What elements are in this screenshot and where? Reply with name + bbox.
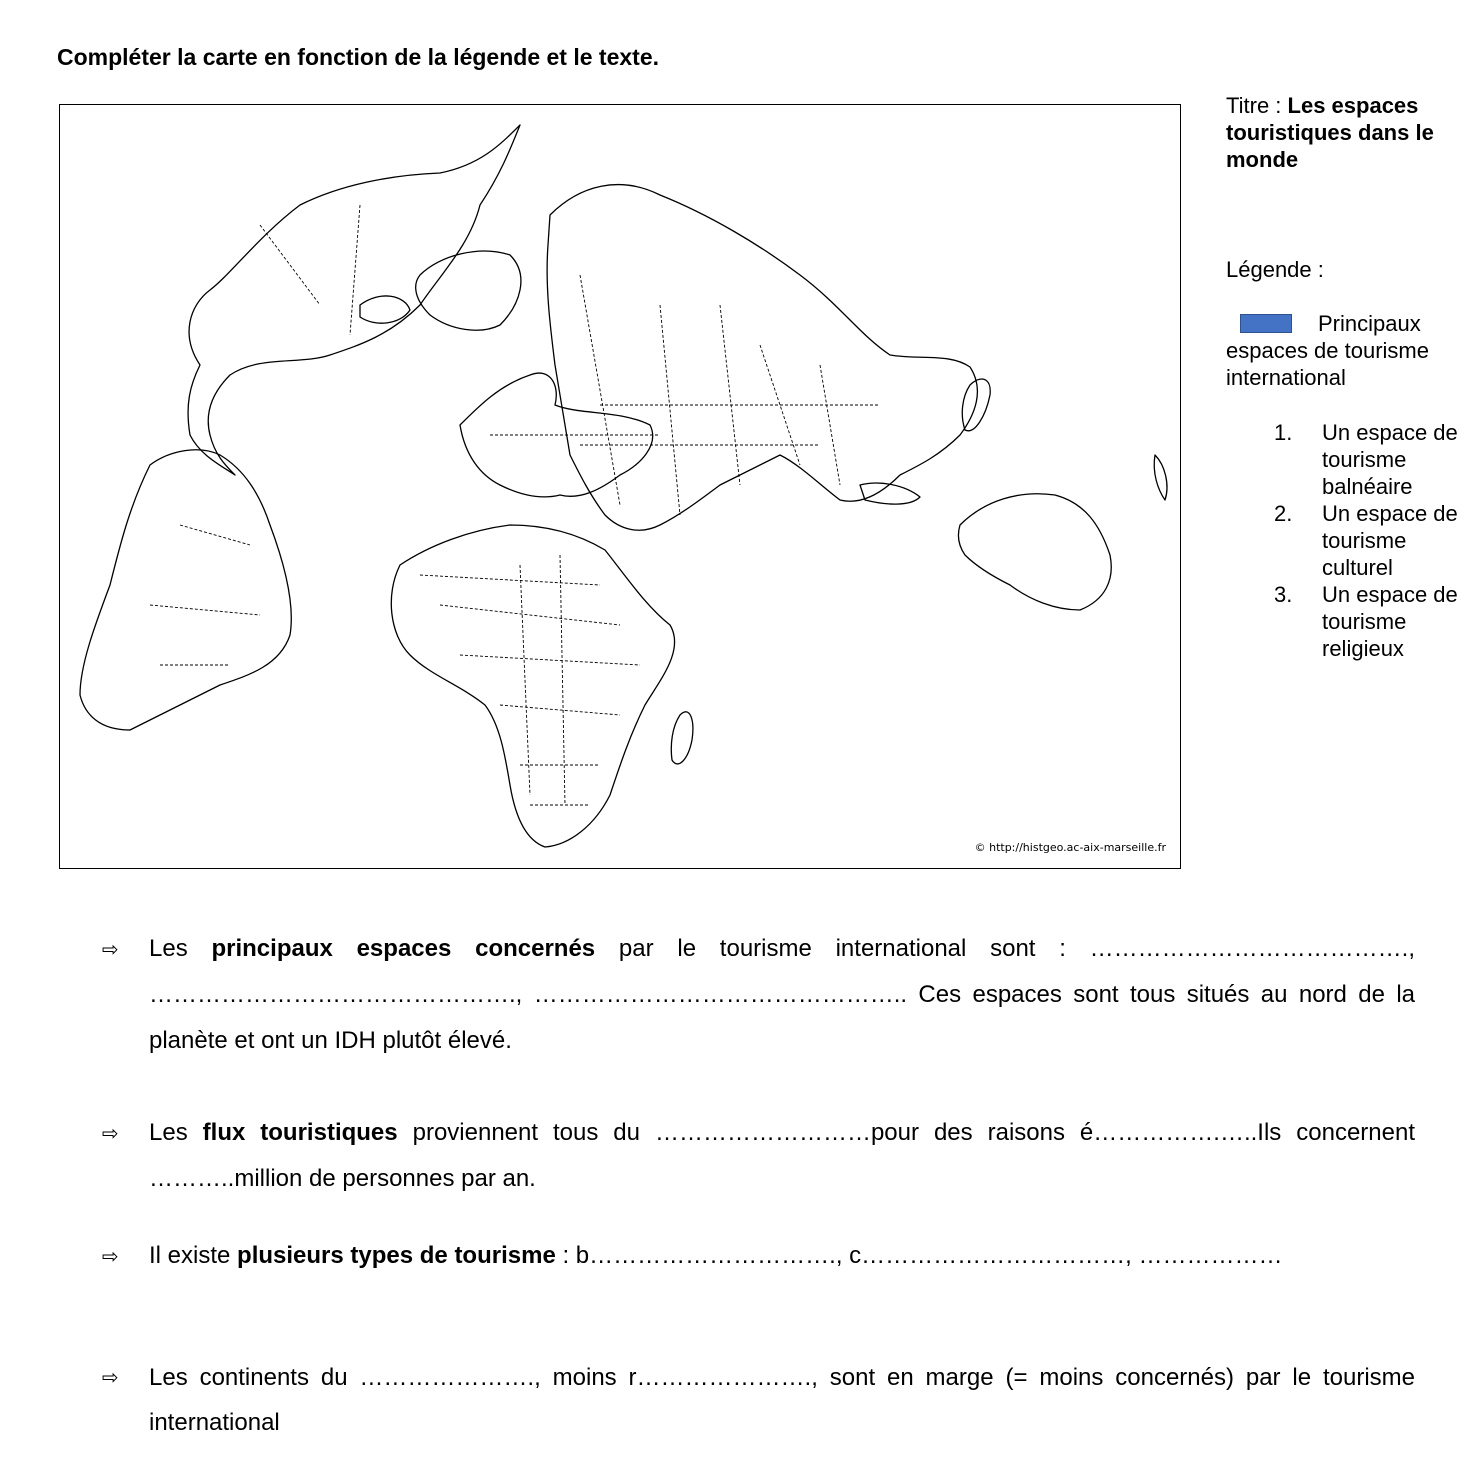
question-text: proviennent tous du ………………………pour des raisons é…………….…..Ils concernent ………..million de personnes par an. [149, 1119, 1415, 1192]
legend-item-text: Un espace de tourisme culturel [1322, 501, 1458, 580]
legend-item-number: 1. [1274, 420, 1293, 445]
question-continents [102, 1355, 1415, 1445]
arrow-icon: ⇨ [102, 1244, 119, 1268]
new-zealand-outline [1154, 455, 1167, 500]
title-prefix: Titre : [1226, 93, 1288, 118]
legend-item-balneaire [1226, 419, 1476, 500]
africa-outline [391, 525, 674, 847]
title-text: Les espaces touristiques dans le monde [1226, 93, 1434, 172]
australia-outline [958, 494, 1111, 610]
border-lines-africa [420, 555, 640, 805]
question-text: Les continents du …………………., moins r…………………., sont en marge (= moins concernés) par le tourisme international [149, 1364, 1415, 1436]
legend-list [1226, 419, 1480, 662]
legend-entry-text: Principaux espaces de tourisme international [1226, 311, 1429, 390]
side-panel [1226, 92, 1476, 661]
north-america-outline [188, 125, 520, 475]
arrow-icon: ⇨ [102, 1121, 119, 1145]
question-keyword: flux touristiques [202, 1119, 398, 1146]
world-map [59, 104, 1181, 869]
instruction-heading: Compléter la carte en fonction de la légende et le texte. [57, 44, 659, 70]
south-america-outline [80, 450, 291, 730]
legend-entry [1226, 310, 1476, 391]
legend-item-culturel [1226, 500, 1476, 581]
arctic-islands [360, 296, 410, 323]
border-lines-americas [150, 205, 360, 665]
legend-item-text: Un espace de tourisme religieux [1322, 582, 1458, 661]
question-text: par le tourisme international sont : …………………………………., ………………………………………., ……………………………………….. Ces espaces sont tous situés au nord de la planète et ont un IDH plutôt élevé. [149, 935, 1415, 1054]
arrow-icon: ⇨ [102, 937, 119, 961]
question-flux [102, 1110, 1415, 1202]
world-map-outline [60, 105, 1181, 869]
question-types [102, 1233, 1415, 1279]
legend-item-religieux [1226, 581, 1476, 662]
map-credit: © http://histgeo.ac-aix-marseille.fr [974, 841, 1166, 854]
question-keyword: plusieurs types de tourisme [237, 1242, 556, 1269]
question-text: : b…………………………., c……………………………, ……………… [555, 1242, 1283, 1269]
arrow-icon: ⇨ [102, 1365, 119, 1389]
legend-swatch [1240, 314, 1292, 333]
southeast-asia-islands [860, 483, 920, 504]
madagascar-outline [671, 712, 693, 764]
asia-outline [547, 185, 977, 531]
legend-heading: Légende : [1226, 257, 1324, 282]
question-text: Il existe [149, 1242, 238, 1269]
legend-item-number: 3. [1274, 582, 1293, 607]
question-text: Les [149, 1119, 203, 1146]
legend-item-number: 2. [1274, 501, 1293, 526]
map-title [1226, 92, 1476, 173]
question-espaces [102, 926, 1415, 1064]
question-text: Les [149, 935, 212, 962]
legend-item-text: Un espace de tourisme balnéaire [1322, 420, 1458, 499]
question-keyword: principaux espaces concernés [211, 935, 596, 962]
greenland-outline [416, 251, 521, 330]
